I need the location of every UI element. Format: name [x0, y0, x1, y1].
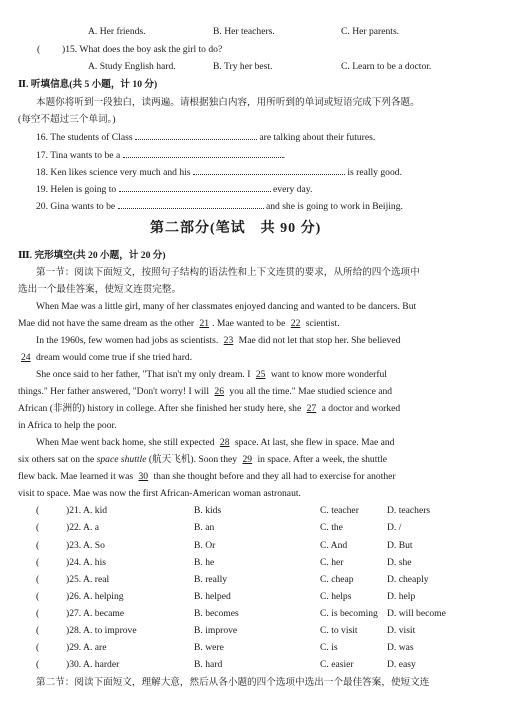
passage-p3-line2: things." Her father answered, "Don't worry! I will 26 you all the time." Mae studied science and [18, 386, 393, 397]
choice-d[interactable]: D. was [387, 642, 414, 653]
choice-c[interactable]: C. is becoming [320, 608, 378, 619]
choice-b[interactable]: B. hard [194, 659, 223, 670]
passage-p2-line2: 24 dream would come true if she tried hard. [18, 353, 192, 363]
passage-p4-line4: visit to space. Mae was now the first African-American woman astronaut. [18, 488, 301, 499]
choice-b[interactable]: B. helped [194, 591, 231, 602]
q15-paren: ( [37, 44, 41, 55]
q15-option-c: C. Learn to be a doctor. [341, 61, 432, 72]
choice-d[interactable]: D. she [387, 557, 412, 568]
choice-a[interactable]: )24. A. his [66, 557, 106, 568]
blank-26[interactable]: 26 [214, 386, 224, 397]
q15-option-a: A. Study English hard. [88, 61, 176, 72]
passage-p1-line2: Mae did not have the same dream as the other 21 . Mae wanted to be 22 scientist. [18, 318, 340, 329]
option-a: A. Her friends. [88, 26, 146, 37]
choice-c[interactable]: C. easier [320, 659, 354, 670]
passage-p1-line1: When Mae was a little girl, many of her classmates enjoyed dancing and wanted to be dancers. But [36, 301, 417, 312]
choice-b[interactable]: B. an [194, 522, 215, 533]
choice-d[interactable]: D. But [387, 540, 413, 551]
blank-27[interactable]: 27 [306, 403, 317, 414]
part3-instruction: 第一节：阅读下面短文，按照句子结构的语法性和上下文连贯的要求，从所给的四个选项中 [36, 267, 420, 278]
fill-blank-17[interactable] [123, 149, 283, 158]
choice-b[interactable]: B. kids [194, 505, 222, 516]
choice-d[interactable]: D. easy [387, 659, 416, 670]
passage-p4-line2: six others sat on the space shuttle (航天飞机). Soon they 29 in space. After a week, the shuttle [18, 454, 387, 465]
choice-d[interactable]: D. will become [387, 608, 446, 619]
fill-item-17: 17. Tina wants to be a . [36, 150, 286, 161]
passage-p4-line1: When Mae went back home, she still expected 28 space. At last, she flew in space. Mae and [36, 437, 395, 448]
part3-section2-instruction: 第二节：阅读下面短文，理解大意，然后从各小题的四个选项中选出一个最佳答案，使短文连 [36, 677, 430, 688]
choice-b[interactable]: B. he [194, 557, 215, 568]
passage-p3-line3: African (非洲的) history in college. After she finished her study here, she 27 a doctor and worked [18, 403, 401, 414]
part2-instruction: 本题你将听到一段独白，读两遍。请根据独白内容，用所听到的单词或短语完成下列各题。 [36, 97, 420, 108]
q15-stem: )15. What does the boy ask the girl to do? [62, 44, 223, 55]
choice-d[interactable]: D. cheaply [387, 574, 429, 585]
part3-heading: Ⅲ. 完形填空(共 20 小题，计 20 分) [18, 250, 166, 261]
choice-d[interactable]: D. / [387, 522, 402, 533]
part2-instruction-note: (每空不超过三个单词。) [18, 114, 116, 125]
choice-d[interactable]: D. help [387, 591, 416, 602]
choice-a[interactable]: )26. A. helping [66, 591, 124, 602]
fill-blank-20[interactable] [118, 200, 264, 209]
blank-30[interactable]: 30 [138, 471, 149, 482]
part2-heading: Ⅱ. 听填信息(共 5 小题，计 10 分) [18, 79, 158, 90]
choice-b[interactable]: B. really [194, 574, 228, 585]
blank-25[interactable]: 25 [255, 369, 266, 380]
passage-p2-line1: In the 1960s, few women had jobs as scientists. 23 Mae did not let that stop her. She believed [36, 335, 401, 346]
option-c: C. Her parents. [341, 26, 400, 37]
choice-a[interactable]: )29. A. are [66, 642, 107, 653]
blank-22[interactable]: 22 [290, 318, 301, 329]
fill-item-18: 18. Ken likes science very much and his is really good. [36, 167, 402, 178]
choice-c[interactable]: C. helps [320, 591, 352, 602]
choice-a[interactable]: )30. A. harder [66, 659, 120, 670]
choice-a[interactable]: )21. A. kid [66, 505, 108, 516]
q15-option-b: B. Try her best. [213, 61, 273, 72]
blank-24[interactable]: 24 [21, 352, 31, 363]
fill-item-19: 19. Helen is going to every day. [36, 184, 313, 195]
part3-instruction-cont: 选出一个最佳答案，使短文连贯完整。 [18, 284, 182, 295]
fill-blank-18[interactable] [193, 166, 345, 175]
choice-a[interactable]: )23. A. So [66, 540, 105, 551]
choice-a[interactable]: )28. A. to improve [66, 625, 137, 636]
choice-c[interactable]: C. is [320, 642, 338, 653]
fill-blank-19[interactable] [119, 183, 271, 192]
choice-c[interactable]: C. And [320, 540, 348, 551]
section-title: 第二部分(笔试 共 90 分) [150, 221, 322, 236]
choice-d[interactable]: D. teachers [387, 505, 431, 516]
blank-28[interactable]: 28 [219, 437, 230, 448]
choice-d[interactable]: D. visit [387, 625, 416, 636]
choice-c[interactable]: C. the [320, 522, 343, 533]
choice-b[interactable]: B. were [194, 642, 224, 653]
choice-c[interactable]: C. her [320, 557, 344, 568]
choice-a[interactable]: )22. A. a [66, 522, 100, 533]
choice-b[interactable]: B. becomes [194, 608, 239, 619]
option-b: B. Her teachers. [213, 26, 275, 37]
blank-21[interactable]: 21 [199, 318, 210, 329]
choice-a[interactable]: )25. A. real [66, 574, 110, 585]
choice-c[interactable]: C. cheap [320, 574, 354, 585]
fill-blank-16[interactable] [135, 131, 257, 140]
fill-item-16: 16. The students of Class are talking about their futures. [36, 132, 376, 143]
fill-item-20: 20. Gina wants to be and she is going to work in Beijing. [36, 201, 403, 212]
passage-p3-line4: in Africa to help the poor. [18, 420, 117, 431]
choice-b[interactable]: B. Or [194, 540, 216, 551]
choice-b[interactable]: B. improve [194, 625, 238, 636]
choice-a[interactable]: )27. A. became [66, 608, 125, 619]
blank-23[interactable]: 23 [223, 335, 234, 346]
choice-c[interactable]: C. to visit [320, 625, 358, 636]
blank-29[interactable]: 29 [242, 454, 253, 465]
passage-p3-line1: She once said to her father, "That isn't my only dream. I 25 want to know more wonderful [36, 369, 387, 380]
passage-p4-line3: flew back. Mae learned it was 30 than she thought before and they all had to exercise for another [18, 471, 396, 482]
choice-c[interactable]: C. teacher [320, 505, 359, 516]
